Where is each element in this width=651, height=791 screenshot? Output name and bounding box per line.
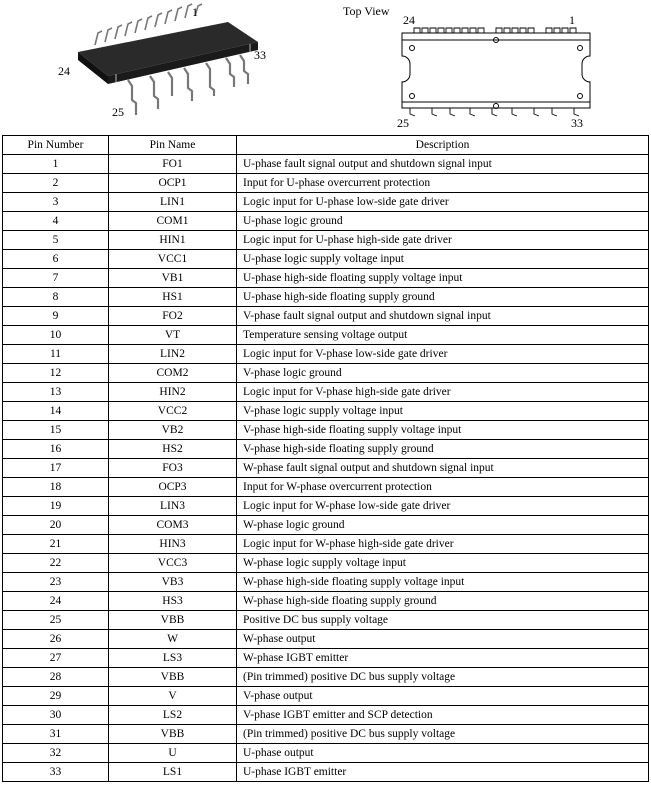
pin-description-cell: W-phase output xyxy=(237,630,649,649)
pin-number-cell: 26 xyxy=(3,630,109,649)
pin-number-cell: 15 xyxy=(3,421,109,440)
pin-number-cell: 9 xyxy=(3,307,109,326)
pin-25-label-top: 25 xyxy=(397,116,409,130)
pin-description-cell: W-phase high-side floating supply voltage input xyxy=(237,573,649,592)
pin-number-cell: 3 xyxy=(3,193,109,212)
pin-name-cell: LS1 xyxy=(109,763,237,782)
table-row xyxy=(3,592,649,611)
pin-description-cell: V-phase high-side floating supply voltage input xyxy=(237,421,649,440)
pin-name-cell: VBB xyxy=(109,725,237,744)
pin-name-cell: OCP1 xyxy=(109,174,237,193)
pin-25-label-3d: 25 xyxy=(112,105,124,119)
pin-number-cell: 17 xyxy=(3,459,109,478)
table-row xyxy=(3,573,649,592)
pin-name-cell: VBB xyxy=(109,611,237,630)
table-row xyxy=(3,611,649,630)
package-drawing xyxy=(0,0,651,133)
table-row xyxy=(3,478,649,497)
pin-table xyxy=(2,135,649,782)
pin-name-cell: V xyxy=(109,687,237,706)
pin-number-cell: 27 xyxy=(3,649,109,668)
table-header-row xyxy=(3,136,649,155)
pin-description-cell: U-phase logic ground xyxy=(237,212,649,231)
pin-number-cell: 33 xyxy=(3,763,109,782)
pin-number-cell: 2 xyxy=(3,174,109,193)
pin-number-cell: 23 xyxy=(3,573,109,592)
table-row xyxy=(3,706,649,725)
table-row xyxy=(3,763,649,782)
package-3d-view xyxy=(78,4,258,115)
pin-24-label-3d: 24 xyxy=(58,64,70,78)
pin-name-cell: FO3 xyxy=(109,459,237,478)
pin-number-cell: 21 xyxy=(3,535,109,554)
pin-number-cell: 29 xyxy=(3,687,109,706)
pin-name-cell: FO2 xyxy=(109,307,237,326)
pin-name-cell: COM1 xyxy=(109,212,237,231)
pin-number-cell: 24 xyxy=(3,592,109,611)
package-figure xyxy=(0,0,651,133)
pin-number-cell: 14 xyxy=(3,402,109,421)
pin-1-label-3d: 1 xyxy=(192,5,198,19)
bottom-pins xyxy=(410,108,579,116)
pin-number-cell: 20 xyxy=(3,516,109,535)
table-row xyxy=(3,269,649,288)
pin-name-cell: U xyxy=(109,744,237,763)
table-row xyxy=(3,459,649,478)
pin-number-cell: 32 xyxy=(3,744,109,763)
pin-name-cell: HIN1 xyxy=(109,231,237,250)
pin-description-cell: Logic input for U-phase low-side gate driver xyxy=(237,193,649,212)
pin-number-cell: 16 xyxy=(3,440,109,459)
pin-description-cell: W-phase fault signal output and shutdown signal input xyxy=(237,459,649,478)
table-row xyxy=(3,212,649,231)
pin-description-cell: (Pin trimmed) positive DC bus supply voltage xyxy=(237,725,649,744)
pin-name-cell: VB2 xyxy=(109,421,237,440)
table-row xyxy=(3,440,649,459)
table-row xyxy=(3,668,649,687)
pin-description-cell: (Pin trimmed) positive DC bus supply voltage xyxy=(237,668,649,687)
pin-number-cell: 19 xyxy=(3,497,109,516)
pin-number-cell: 7 xyxy=(3,269,109,288)
pin-description-cell: Positive DC bus supply voltage xyxy=(237,611,649,630)
pin-description-cell: Logic input for V-phase high-side gate driver xyxy=(237,383,649,402)
table-row xyxy=(3,630,649,649)
pin-number-cell: 25 xyxy=(3,611,109,630)
pin-name-cell: OCP3 xyxy=(109,478,237,497)
pin-name-cell: VT xyxy=(109,326,237,345)
pin-name-cell: HIN2 xyxy=(109,383,237,402)
pin-description-cell: V-phase logic ground xyxy=(237,364,649,383)
table-row xyxy=(3,193,649,212)
table-row xyxy=(3,554,649,573)
pin-description-cell: Logic input for V-phase low-side gate driver xyxy=(237,345,649,364)
pin-name-cell: FO1 xyxy=(109,155,237,174)
pin-description-cell: W-phase high-side floating supply ground xyxy=(237,592,649,611)
pin-name-cell: COM2 xyxy=(109,364,237,383)
table-row xyxy=(3,307,649,326)
pin-name-cell: HIN3 xyxy=(109,535,237,554)
pin-33-label-top: 33 xyxy=(571,116,583,130)
pin-description-cell: W-phase IGBT emitter xyxy=(237,649,649,668)
pin-number-cell: 5 xyxy=(3,231,109,250)
pin-name-cell: LS2 xyxy=(109,706,237,725)
pin-description-cell: Logic input for W-phase low-side gate driver xyxy=(237,497,649,516)
table-row xyxy=(3,421,649,440)
top-view-title: Top View xyxy=(343,4,390,18)
pin-description-cell: V-phase output xyxy=(237,687,649,706)
table-row xyxy=(3,744,649,763)
pin-1-label-top: 1 xyxy=(569,13,575,27)
pin-name-cell: HS1 xyxy=(109,288,237,307)
pin-33-label-3d: 33 xyxy=(254,48,266,62)
pin-description-cell: U-phase fault signal output and shutdown signal input xyxy=(237,155,649,174)
table-row xyxy=(3,231,649,250)
pin-description-cell: U-phase output xyxy=(237,744,649,763)
table-row xyxy=(3,402,649,421)
pin-description-cell: Logic input for U-phase high-side gate driver xyxy=(237,231,649,250)
pin-name-cell: W xyxy=(109,630,237,649)
pin-name-cell: VB1 xyxy=(109,269,237,288)
pin-number-cell: 10 xyxy=(3,326,109,345)
top-view-outline xyxy=(402,28,590,116)
header-pin-number: Pin Number xyxy=(3,136,109,155)
table-row xyxy=(3,383,649,402)
top-pins xyxy=(414,28,576,33)
top-view-body xyxy=(402,33,590,108)
header-pin-name: Pin Name xyxy=(109,136,237,155)
table-row xyxy=(3,535,649,554)
pin-description-cell: V-phase IGBT emitter and SCP detection xyxy=(237,706,649,725)
pin-name-cell: LIN3 xyxy=(109,497,237,516)
pin-number-cell: 6 xyxy=(3,250,109,269)
pin-number-cell: 8 xyxy=(3,288,109,307)
pin-number-cell: 18 xyxy=(3,478,109,497)
pin-number-cell: 31 xyxy=(3,725,109,744)
table-row xyxy=(3,497,649,516)
pin-number-cell: 1 xyxy=(3,155,109,174)
pin-24-label-top: 24 xyxy=(403,13,415,27)
pin-name-cell: VCC2 xyxy=(109,402,237,421)
pin-number-cell: 11 xyxy=(3,345,109,364)
table-row xyxy=(3,649,649,668)
pin-number-cell: 12 xyxy=(3,364,109,383)
pin-description-cell: V-phase fault signal output and shutdown signal input xyxy=(237,307,649,326)
pin-description-cell: U-phase high-side floating supply voltage input xyxy=(237,269,649,288)
pin-name-cell: VBB xyxy=(109,668,237,687)
table-row xyxy=(3,725,649,744)
table-row xyxy=(3,288,649,307)
pin-name-cell: LIN2 xyxy=(109,345,237,364)
pin-description-cell: W-phase logic supply voltage input xyxy=(237,554,649,573)
pin-description-cell: Input for W-phase overcurrent protection xyxy=(237,478,649,497)
table-row xyxy=(3,364,649,383)
pin-description-cell: U-phase high-side floating supply ground xyxy=(237,288,649,307)
pin-description-cell: U-phase logic supply voltage input xyxy=(237,250,649,269)
table-body xyxy=(3,155,649,782)
table-row xyxy=(3,687,649,706)
table-row xyxy=(3,155,649,174)
pin-description-cell: Input for U-phase overcurrent protection xyxy=(237,174,649,193)
pin-number-cell: 28 xyxy=(3,668,109,687)
pin-name-cell: VB3 xyxy=(109,573,237,592)
pin-description-cell: U-phase IGBT emitter xyxy=(237,763,649,782)
pin-name-cell: COM3 xyxy=(109,516,237,535)
table-row xyxy=(3,174,649,193)
pin-name-cell: HS2 xyxy=(109,440,237,459)
pin-description-cell: W-phase logic ground xyxy=(237,516,649,535)
pin-description-cell: Temperature sensing voltage output xyxy=(237,326,649,345)
header-description: Description xyxy=(237,136,649,155)
table-row xyxy=(3,250,649,269)
pin-number-cell: 30 xyxy=(3,706,109,725)
pin-number-cell: 13 xyxy=(3,383,109,402)
pin-description-cell: V-phase high-side floating supply ground xyxy=(237,440,649,459)
pin-number-cell: 22 xyxy=(3,554,109,573)
table-row xyxy=(3,345,649,364)
pin-name-cell: VCC1 xyxy=(109,250,237,269)
pin-name-cell: HS3 xyxy=(109,592,237,611)
pin-name-cell: LS3 xyxy=(109,649,237,668)
pin-number-cell: 4 xyxy=(3,212,109,231)
table-row xyxy=(3,516,649,535)
pin-description-cell: Logic input for W-phase high-side gate driver xyxy=(237,535,649,554)
table-row xyxy=(3,326,649,345)
pin-description-cell: V-phase logic supply voltage input xyxy=(237,402,649,421)
pin-name-cell: LIN1 xyxy=(109,193,237,212)
pin-name-cell: VCC3 xyxy=(109,554,237,573)
